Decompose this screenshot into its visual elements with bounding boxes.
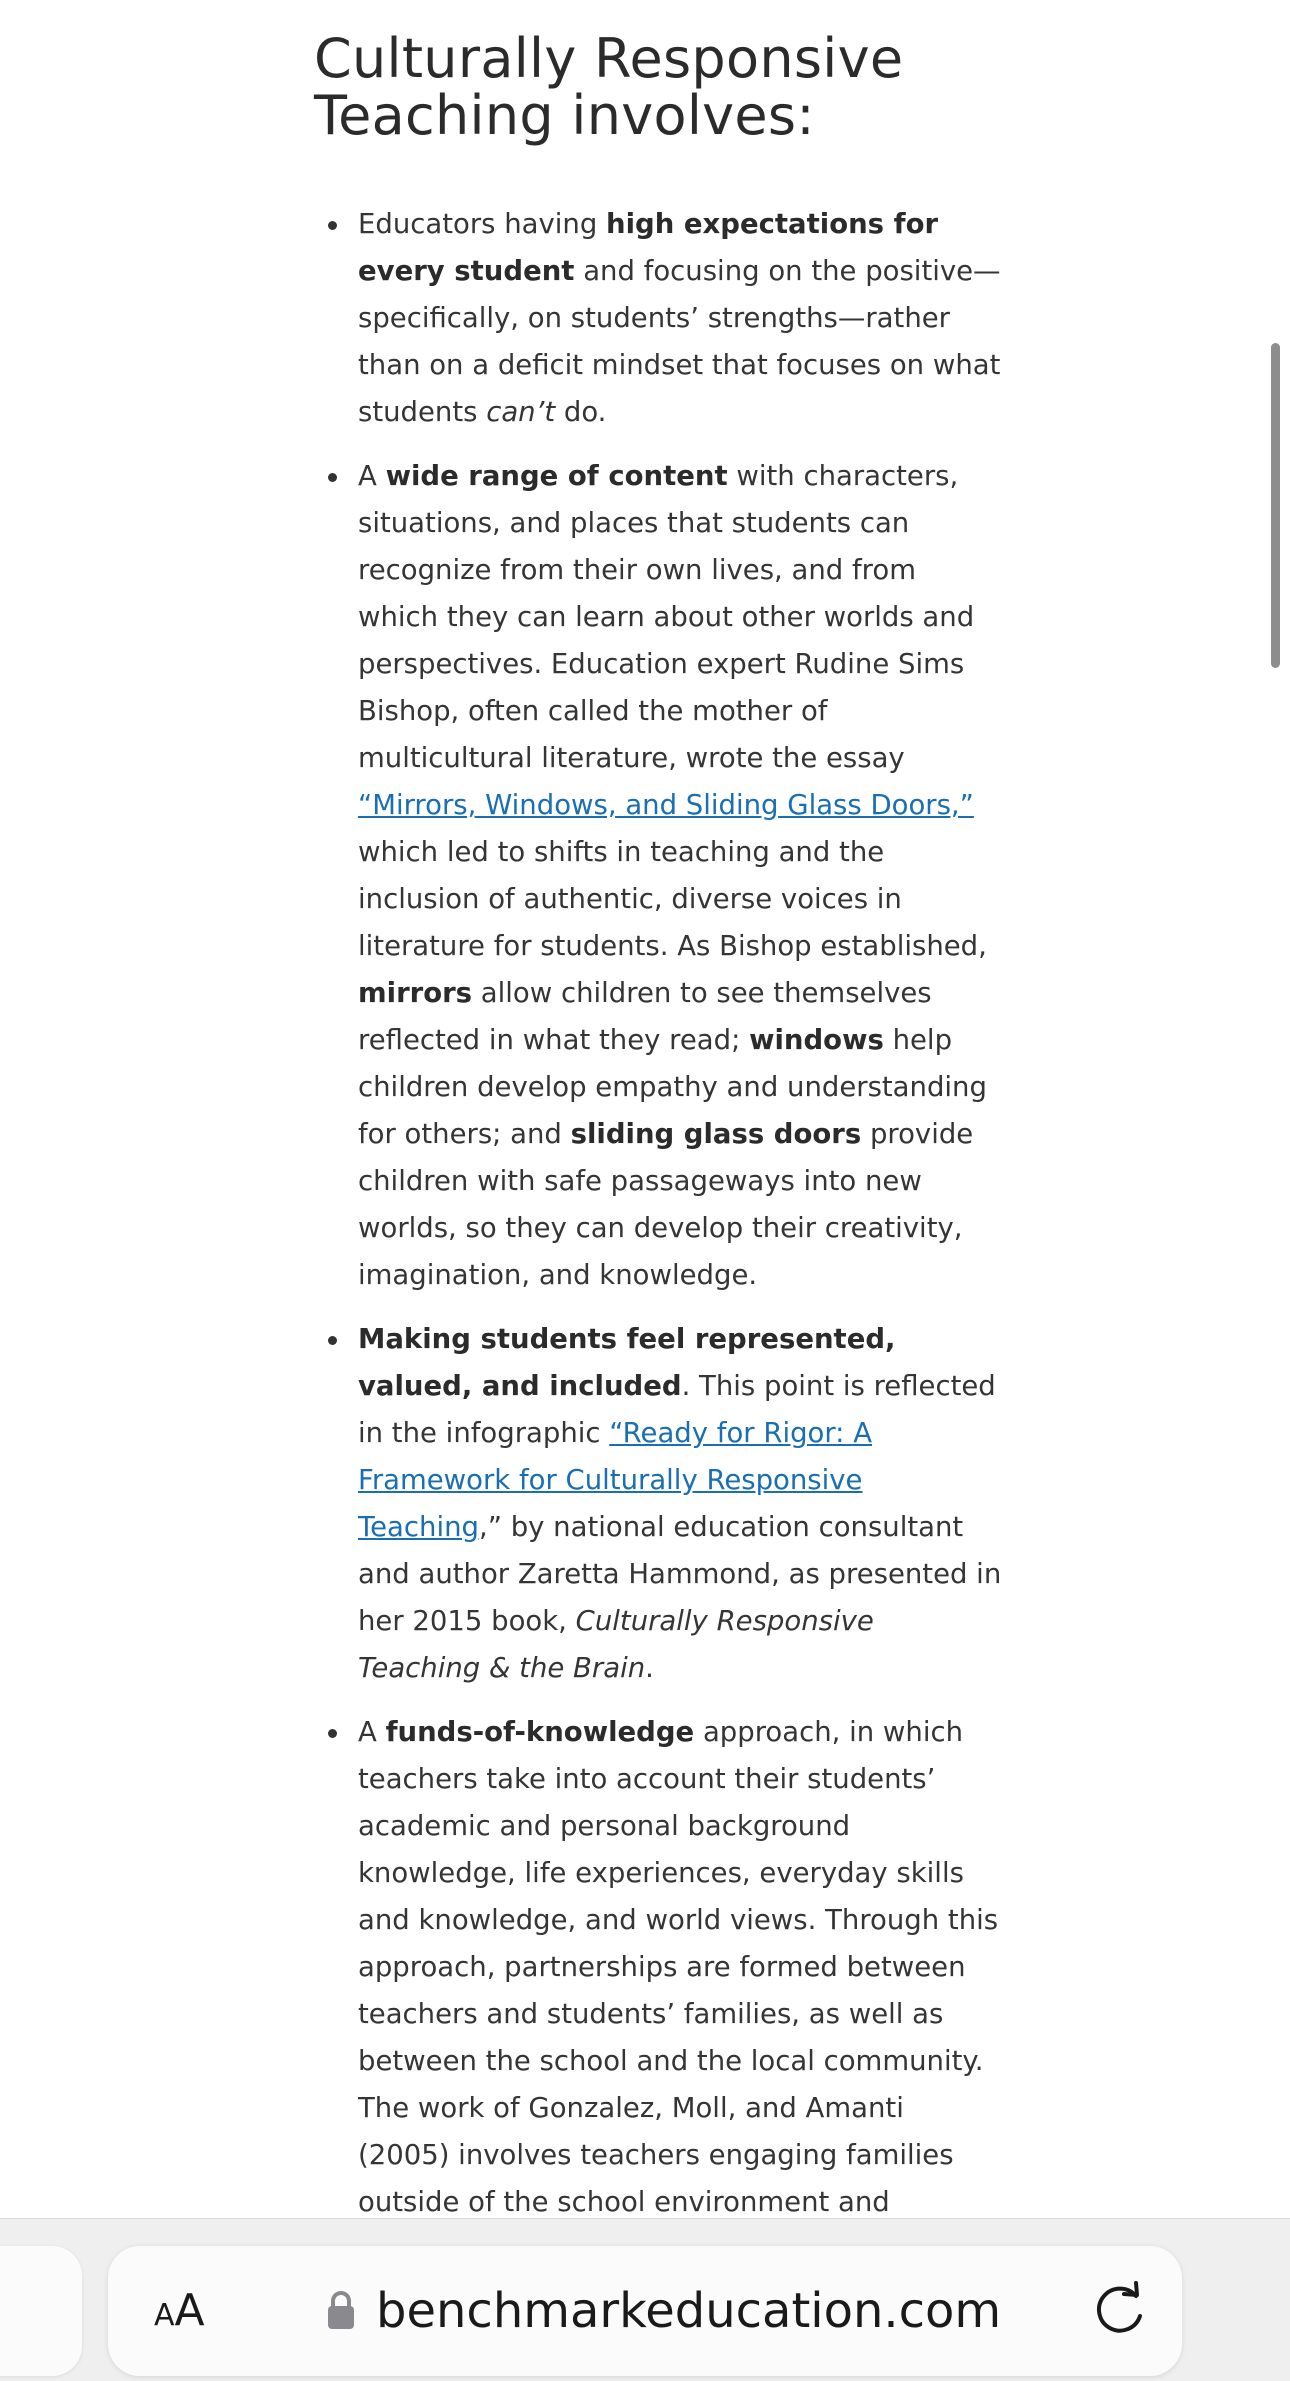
text-size-large-label: A [174, 2285, 205, 2336]
mirrors-windows-essay-link[interactable]: “Mirrors, Windows, and Sliding Glass Doors,” [358, 789, 974, 821]
section-heading [314, 27, 1004, 147]
heading-line-2: Teaching involves: [314, 84, 815, 147]
heading-line-1: Culturally Responsive [314, 27, 904, 90]
reload-icon[interactable] [1090, 2280, 1150, 2340]
emphasis-sliding-glass-doors: sliding glass doors [570, 1118, 862, 1150]
emphasis-windows: windows [749, 1024, 884, 1056]
browser-toolbar [0, 2218, 1290, 2381]
lock-icon [326, 2290, 356, 2330]
address-bar[interactable] [108, 2246, 1182, 2376]
emphasis-high-expectations: high expectations for every student [358, 208, 939, 287]
emphasis-cant: can’t [486, 396, 556, 428]
previous-tab-peek[interactable] [0, 2246, 82, 2376]
article [314, 27, 1004, 2290]
emphasis-mirrors: mirrors [358, 977, 473, 1009]
text-size-button[interactable] [154, 2279, 205, 2343]
list-item-funds-of-knowledge: A funds-of-knowledge approach, in which teachers take into account their students’ academic and personal background knowledge, life experiences, everyday skills and knowledge, and world views. Through this approach, partnerships are formed between teachers and students’ families, as well as between the school and the local community. The work of Gonzalez, Moll, and Amanti (2005) involves teachers engaging families outside of the school environment and [358, 1709, 1004, 2273]
emphasis-funds-of-knowledge: funds-of-knowledge [385, 1716, 695, 1748]
list-item-high-expectations: Educators having high expectations for every student and focusing on the positive—specifically, on students’ strengths—rather than on a deficit mindset that focuses on what students can’t do. [358, 201, 1004, 436]
emphasis-represented-valued-included: Making students feel represented, valued, and included [358, 1323, 896, 1402]
page-scrollbar[interactable] [1271, 343, 1280, 668]
ready-for-rigor-link[interactable]: “Ready for Rigor: A Framework for Culturally Responsive Teaching [358, 1417, 873, 1543]
emphasis-wide-range-of-content: wide range of content [385, 460, 728, 492]
text-size-small-label: A [154, 2298, 175, 2333]
key-points-list [314, 201, 1004, 2273]
list-item-represented-valued-included: Making students feel represented, valued, and included. This point is reflected in the infographic “Ready for Rigor: A Framework for Culturally Responsive Teaching,” by national education consultant and author Zaretta Hammond, as presented in her 2015 book, Culturally Responsive Teaching & the Brain. [358, 1316, 1004, 1692]
book-title: Culturally Responsive Teaching & the Brain [358, 1605, 874, 1684]
address-domain[interactable]: benchmarkeducation.com [376, 2283, 1002, 2339]
list-item-wide-range-of-content: A wide range of content with characters, situations, and places that students can recognize from their own lives, and from which they can learn about other worlds and perspectives. Education expert Rudine Sims Bishop, often called the mother of multicultural literature, wrote the essay “Mirrors, Windows, and Sliding Glass Doors,” which led to shifts in teaching and the inclusion of authentic, diverse voices in literature for students. As Bishop established, mirrors allow children to see themselves reflected in what they read; windows help children develop empathy and understanding for others; and sliding glass doors provide children with safe passageways into new worlds, so they can develop their creativity, imagination, and knowledge. [358, 453, 1004, 1299]
